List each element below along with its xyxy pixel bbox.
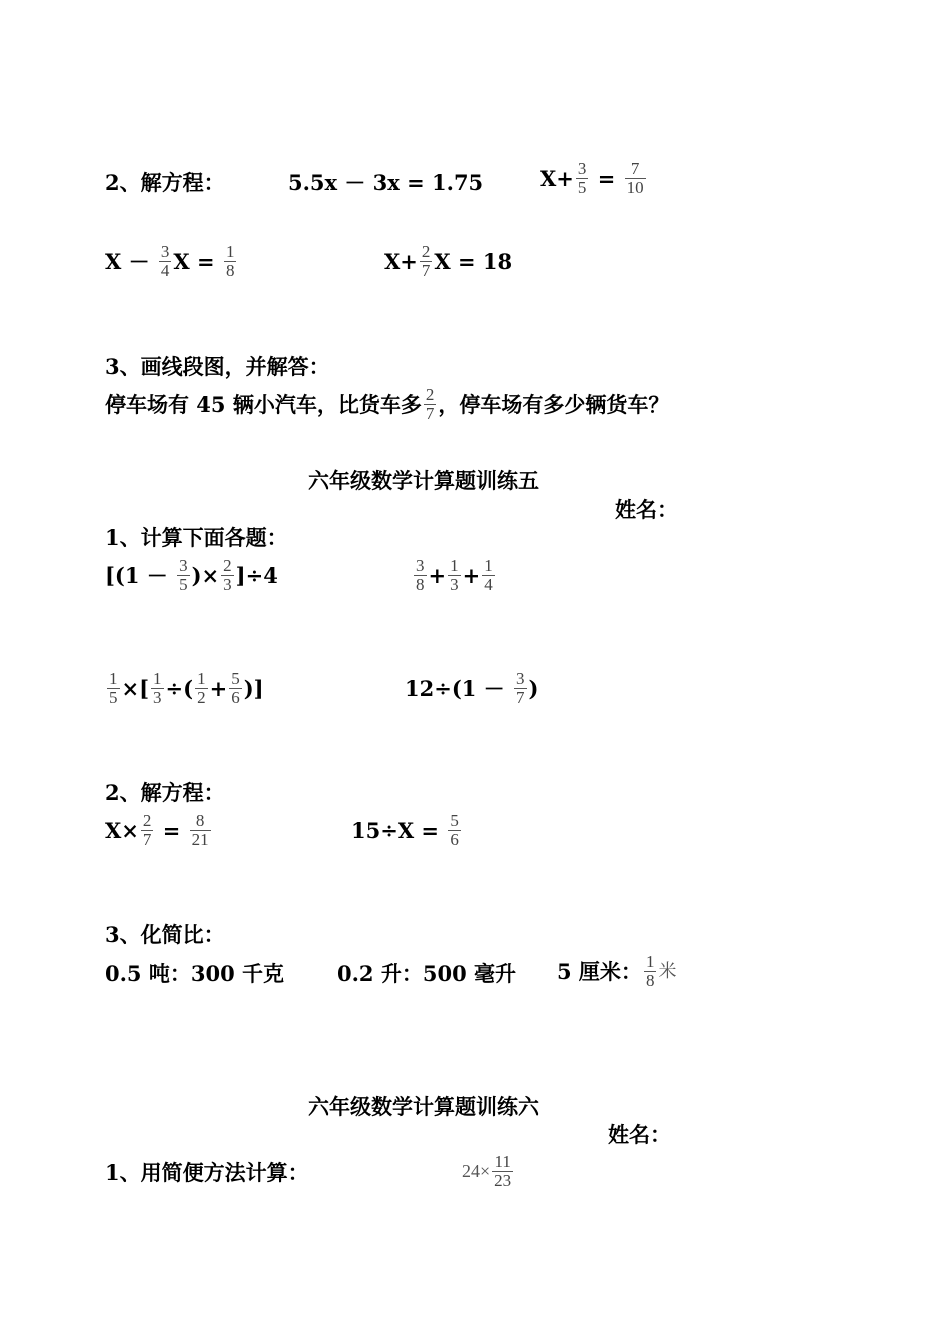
calc-expr-3: $\frac{1}{5}$ ×[ $\frac{1}{3}$ ÷( $\frac{1}{2}$ + $\frac{5}{6}$ )] [109, 669, 264, 707]
equation-4: X+ $\frac{2}{7}$ X = 18 [384, 242, 513, 280]
fraction: $\frac{3}{5}$ [179, 556, 188, 594]
fraction: $\frac{2}{7}$ [425, 385, 435, 423]
fraction: $\frac{3}{4}$ [160, 242, 170, 280]
fraction: $\frac{3}{7}$ [516, 669, 525, 707]
section-5-title: 六年级数学计算题训练五 [308, 468, 539, 493]
fraction: $\frac{3}{5}$ [577, 159, 587, 197]
fraction: $\frac{5}{6}$ [450, 811, 459, 849]
name-label: 姓名： [615, 497, 678, 522]
equation-2: X+ $\frac{3}{5}$ = $\frac{7}{10}$ [540, 159, 644, 197]
q2-equations-label: 2、解方程： [105, 170, 225, 195]
fraction: $\frac{5}{6}$ [231, 669, 240, 707]
fraction: $\frac{8}{21}$ [191, 811, 209, 849]
q3-line-diagram-label: 3、画线段图，并解答： [105, 354, 330, 379]
equation-6: 15÷X = $\frac{5}{6}$ [351, 811, 459, 849]
fraction: $\frac{2}{7}$ [421, 242, 431, 280]
fraction: $\frac{1}{3}$ [153, 669, 162, 707]
fraction: $\frac{1}{3}$ [450, 556, 459, 594]
equation-3: X － $\frac{3}{4}$ X = $\frac{1}{8}$ [105, 242, 235, 280]
calc-expr-2: $\frac{3}{8}$ + $\frac{1}{3}$ + $\frac{1}{4}$ [416, 556, 493, 594]
ratio-1: 0.5 吨：300 千克 [105, 961, 284, 986]
fraction: $\frac{11}{23}$ [494, 1152, 512, 1190]
fraction: $\frac{1}{8}$ [645, 952, 655, 990]
simplify-expr: 24× $\frac{11}{23}$ [462, 1152, 512, 1190]
fraction: $\frac{7}{10}$ [626, 159, 644, 197]
fraction: $\frac{3}{8}$ [416, 556, 425, 594]
q3-ratio-label: 3、化简比： [105, 922, 225, 947]
q2-equations-label: 2、解方程： [105, 780, 225, 805]
section-6-title: 六年级数学计算题训练六 [308, 1094, 539, 1119]
word-problem: 停车场有 45 辆小汽车，比货车多 $\frac{2}{7}$ ，停车场有多少辆货车？ [105, 385, 670, 423]
ratio-2: 0.2 升：500 毫升 [337, 961, 516, 986]
name-label: 姓名： [608, 1122, 671, 1147]
fraction: $\frac{1}{4}$ [484, 556, 493, 594]
equation-5: X× $\frac{2}{7}$ = $\frac{8}{21}$ [105, 811, 209, 849]
calc-expr-1: [(1 － $\frac{3}{5}$ )× $\frac{2}{3}$ ]÷4 [105, 556, 278, 594]
q1-simplify-label: 1、用简便方法计算： [105, 1160, 309, 1185]
equation-1: 5.5x － 3x = 1.75 [288, 170, 484, 195]
calc-expr-4: 12÷(1 － $\frac{3}{7}$ ) [405, 669, 539, 707]
q1-calc-label: 1、计算下面各题： [105, 525, 288, 550]
fraction: $\frac{2}{7}$ [142, 811, 152, 849]
ratio-3: 5 厘米： $\frac{1}{8}$ 米 [557, 952, 677, 990]
fraction: $\frac{1}{8}$ [225, 242, 235, 280]
fraction: $\frac{2}{3}$ [223, 556, 232, 594]
fraction: $\frac{1}{2}$ [197, 669, 206, 707]
fraction: $\frac{1}{5}$ [109, 669, 118, 707]
